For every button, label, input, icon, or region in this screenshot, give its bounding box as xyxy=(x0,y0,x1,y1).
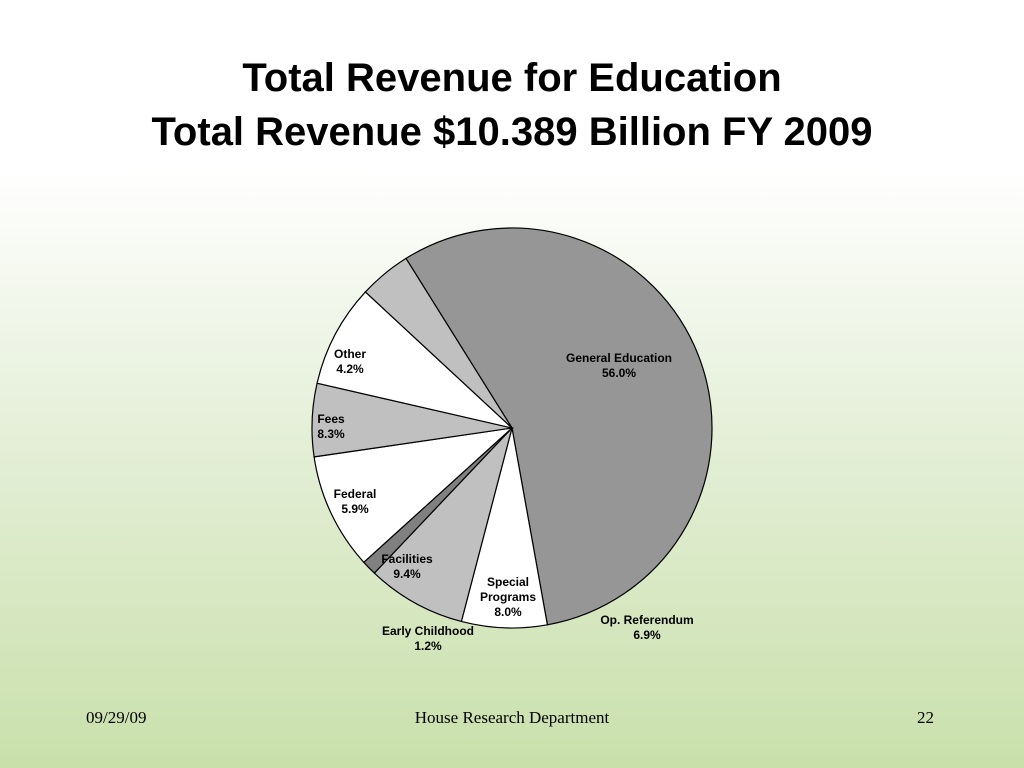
slice-label-special-programs: Special Programs 8.0% xyxy=(479,575,537,619)
slice-label-other: Other 4.2% xyxy=(333,347,367,376)
footer-date: 09/29/09 xyxy=(86,708,147,727)
footer-page-number: 22 xyxy=(917,708,934,727)
slice-label-general-education: General Education 56.0% xyxy=(565,351,673,380)
slice-label-fees: Fees 8.3% xyxy=(317,412,345,441)
slice-label-facilities: Facilities 9.4% xyxy=(381,552,433,581)
slice-label-early-childhood: Early Childhood 1.2% xyxy=(381,624,475,653)
footer-department: House Research Department xyxy=(414,708,610,727)
slice-label-federal: Federal 5.9% xyxy=(333,487,377,516)
chart-title: Total Revenue for Education xyxy=(242,56,782,100)
chart-subtitle: Total Revenue $10.389 Billion FY 2009 xyxy=(151,110,873,154)
slice-label-op-referendum: Op. Referendum 6.9% xyxy=(600,613,694,642)
